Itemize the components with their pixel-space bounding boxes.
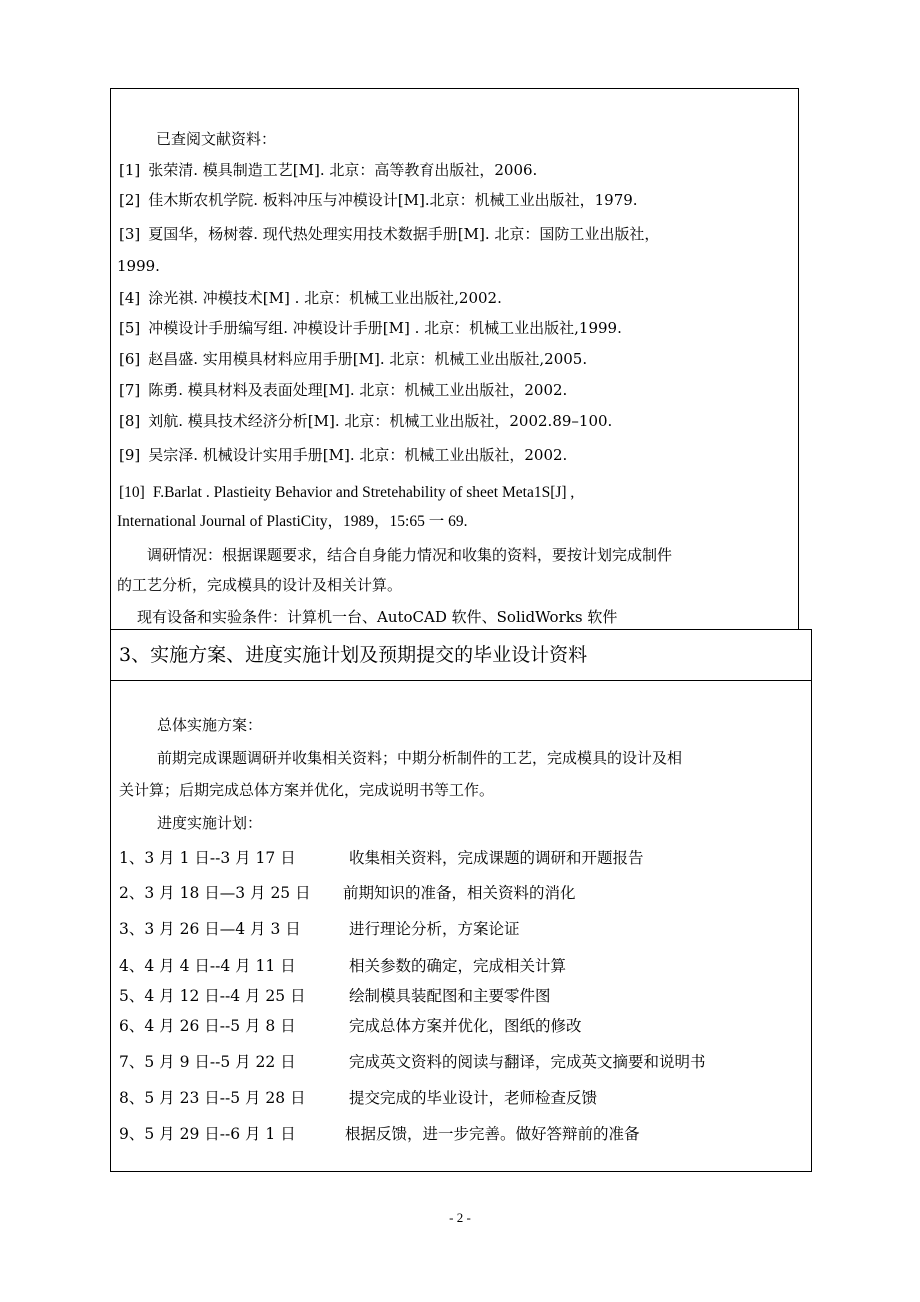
- schedule-task: 进行理论分析，方案论证: [349, 920, 520, 938]
- schedule-item: [119, 919, 520, 939]
- reference-item: [119, 288, 502, 308]
- schedule-label: 进度实施计划：: [157, 814, 263, 832]
- reference-number: [1]: [119, 161, 141, 179]
- schedule-item: [119, 848, 644, 868]
- schedule-date: 9、5 月 29 日--6 月 1 日: [119, 1125, 296, 1143]
- page-number: - 2 -: [449, 1210, 471, 1225]
- literature-intro: 已查阅文献资料：: [156, 130, 277, 148]
- schedule-item: [119, 956, 566, 976]
- section-title: 3、实施方案、进度实施计划及预期提交的毕业设计资料: [119, 644, 588, 666]
- schedule-task: 前期知识的准备，相关资料的消化: [343, 884, 576, 902]
- reference-number: [9]: [119, 446, 141, 464]
- schedule-date: 3、3 月 26 日—4 月 3 日: [119, 920, 301, 938]
- reference-number: [5]: [119, 319, 141, 337]
- equipment-line: 现有设备和实验条件：计算机一台、AutoCAD 软件、SolidWorks 软件: [137, 608, 618, 626]
- reference-item: [119, 349, 587, 369]
- schedule-item: [119, 1124, 640, 1144]
- reference-number: [10]: [119, 484, 145, 501]
- reference-text: 张荣清. 模具制造工艺[M]. 北京：高等教育出版社，2006.: [148, 161, 538, 179]
- reference-text: 佳木斯农机学院. 板料冲压与冲模设计[M].北京：机械工业出版社，1979.: [148, 191, 638, 209]
- schedule-item: [119, 986, 551, 1006]
- reference-number: [2]: [119, 191, 141, 209]
- overall-plan-label: 总体实施方案：: [157, 716, 263, 734]
- overall-plan-line: 前期完成课题调研并收集相关资料；中期分析制件的工艺，完成模具的设计及相: [157, 749, 683, 767]
- literature-section: [110, 88, 799, 630]
- reference-item: [119, 190, 638, 210]
- reference-number: [4]: [119, 289, 141, 307]
- reference-text: 夏国华，杨树蓉. 现代热处理实用技术数据手册[M]. 北京：国防工业出版社，: [148, 225, 660, 243]
- schedule-task: 完成英文资料的阅读与翻译，完成英文摘要和说明书: [349, 1053, 706, 1071]
- reference-number: [3]: [119, 225, 141, 243]
- schedule-date: 7、5 月 9 日--5 月 22 日: [119, 1053, 296, 1071]
- overall-plan-line: 关计算；后期完成总体方案并优化，完成说明书等工作。: [119, 781, 495, 799]
- schedule-task: 相关参数的确定，完成相关计算: [349, 957, 567, 975]
- schedule-item: [119, 883, 576, 903]
- section-header-row: [111, 630, 811, 681]
- reference-number: [8]: [119, 412, 141, 430]
- reference-number: [7]: [119, 381, 141, 399]
- reference-number: [6]: [119, 350, 141, 368]
- reference-text: F.Barlat . Plastieity Behavior and Stretehability of sheet Meta1S[J] ,: [152, 484, 575, 501]
- schedule-task: 完成总体方案并优化，图纸的修改: [349, 1017, 582, 1035]
- research-status-line: 调研情况：根据课题要求，结合自身能力情况和收集的资料，要按计划完成制件: [147, 546, 673, 564]
- reference-continuation: 1999.: [117, 257, 160, 275]
- schedule-date: 4、4 月 4 日--4 月 11 日: [119, 957, 296, 975]
- schedule-item: [119, 1016, 582, 1036]
- schedule-date: 1、3 月 1 日--3 月 17 日: [119, 849, 296, 867]
- schedule-date: 2、3 月 18 日—3 月 25 日: [119, 884, 311, 902]
- reference-item: [119, 445, 567, 465]
- schedule-date: 6、4 月 26 日--5 月 8 日: [119, 1017, 296, 1035]
- reference-item: [119, 411, 612, 431]
- research-status-line: 的工艺分析，完成模具的设计及相关计算。: [117, 576, 403, 594]
- reference-text: 刘航. 模具技术经济分析[M]. 北京：机械工业出版社，2002.89–100.: [148, 412, 613, 430]
- schedule-task: 根据反馈，进一步完善。做好答辩前的准备: [345, 1125, 640, 1143]
- reference-item: [119, 318, 622, 338]
- reference-text: 冲模设计手册编写组. 冲模设计手册[M] . 北京：机械工业出版社,1999.: [148, 319, 622, 337]
- schedule-item: [119, 1052, 706, 1072]
- reference-text: 涂光祺. 冲模技术[M] . 北京：机械工业出版社,2002.: [148, 289, 502, 307]
- schedule-task: 提交完成的毕业设计，老师检查反馈: [349, 1089, 598, 1107]
- schedule-date: 8、5 月 23 日--5 月 28 日: [119, 1089, 306, 1107]
- reference-item: [119, 483, 574, 503]
- reference-text: 赵昌盛. 实用模具材料应用手册[M]. 北京：机械工业出版社,2005.: [148, 350, 588, 368]
- schedule-task: 收集相关资料，完成课题的调研和开题报告: [349, 849, 644, 867]
- reference-text: 吴宗泽. 机械设计实用手册[M]. 北京：机械工业出版社，2002.: [148, 446, 568, 464]
- plan-section: [110, 629, 812, 1172]
- schedule-item: [119, 1088, 597, 1108]
- reference-text: 陈勇. 模具材料及表面处理[M]. 北京：机械工业出版社，2002.: [148, 381, 568, 399]
- reference-item: [119, 224, 659, 244]
- schedule-date: 5、4 月 12 日--4 月 25 日: [119, 987, 306, 1005]
- reference-continuation: International Journal of PlastiCity，1989，15:65 一 69.: [117, 513, 468, 530]
- reference-item: [119, 380, 567, 400]
- schedule-task: 绘制模具装配图和主要零件图: [349, 987, 551, 1005]
- reference-item: [119, 160, 537, 180]
